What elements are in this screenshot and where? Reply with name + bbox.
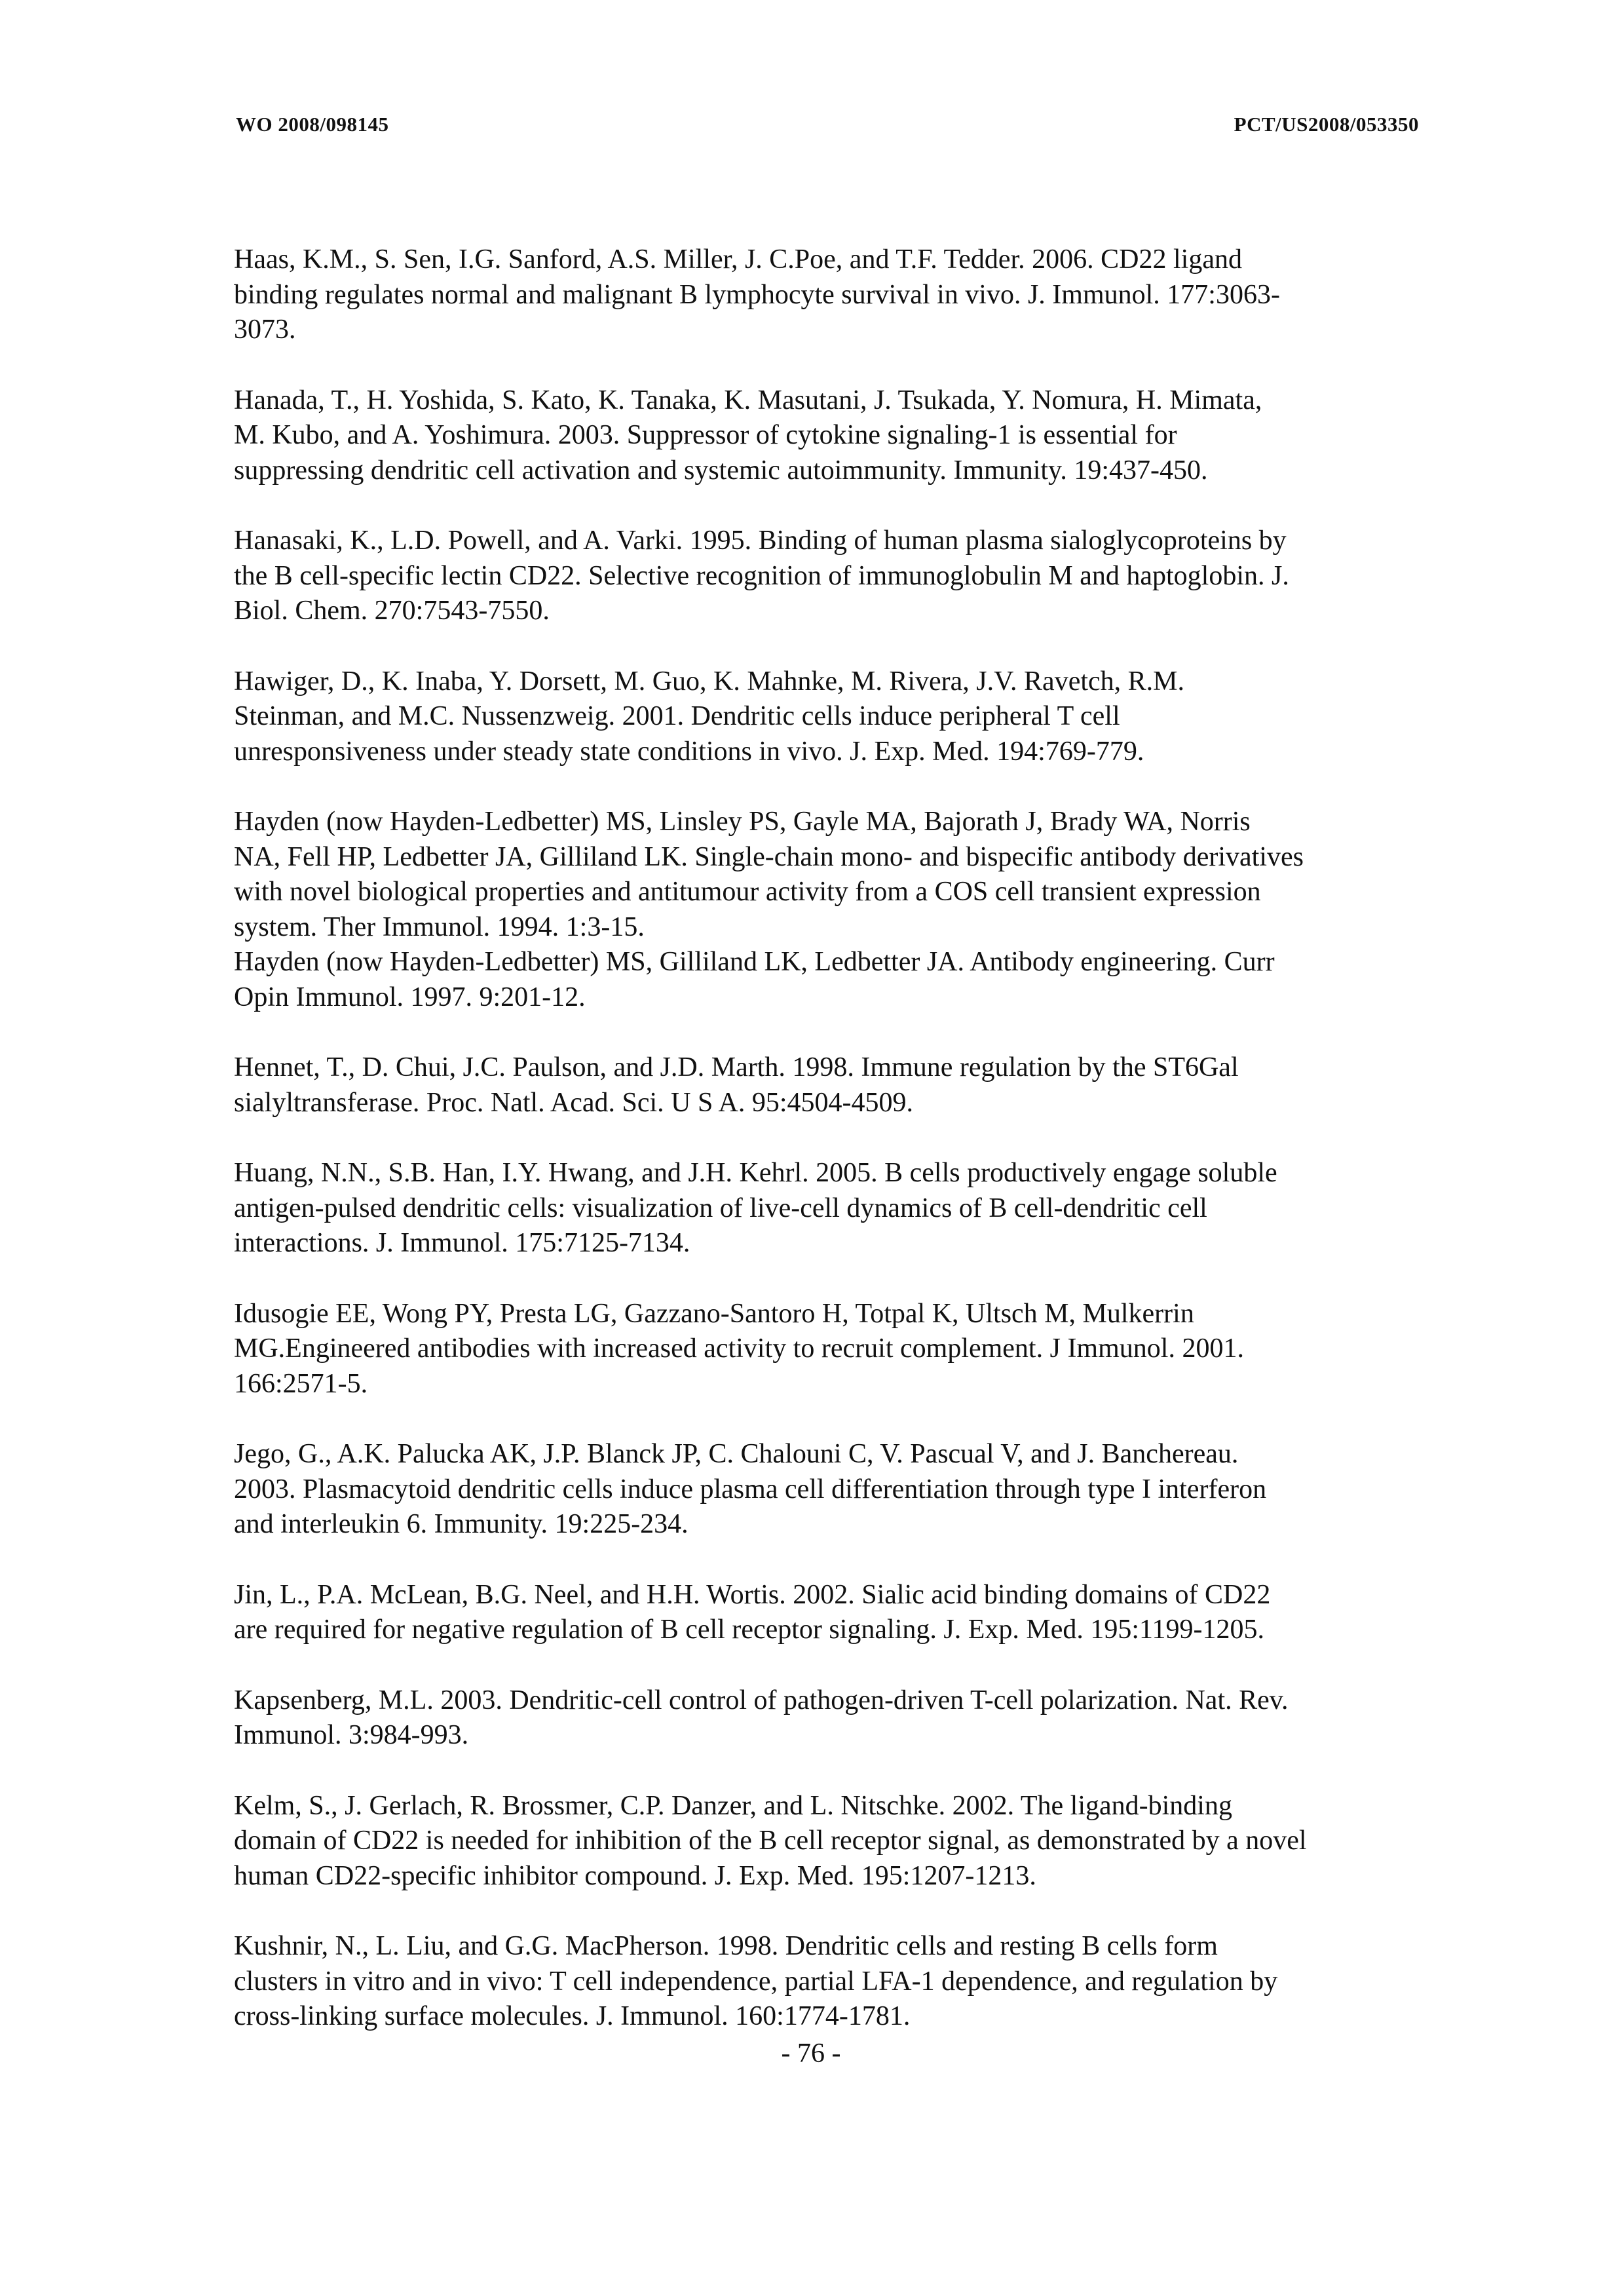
reference-entry: Huang, N.N., S.B. Han, I.Y. Hwang, and J.H. Kehrl. 2005. B cells productively engage soluble antigen-pulsed dendritic cells: visualization of live-cell dynamics of B cell-dendritic cell interactions. J. Immunol. 175:7125-7134. (234, 1158, 1277, 1258)
reference-entry: Kushnir, N., L. Liu, and G.G. MacPherson. 1998. Dendritic cells and resting B cells form clusters in vitro and in vivo: T cell independence, partial LFA-1 dependence, and regulation by cross-linking surface molecules. J. Immunol. 160:1774-1781. (234, 1931, 1278, 2031)
reference-entry: Haas, K.M., S. Sen, I.G. Sanford, A.S. Miller, J. C.Poe, and T.F. Tedder. 2006. CD22 ligand binding regulates normal and malignant B lymphocyte survival in vivo. J. Immunol. 177:3063- 3073. (234, 244, 1280, 345)
reference-entry: Hanasaki, K., L.D. Powell, and A. Varki. 1995. Binding of human plasma sialoglycoproteins by the B cell-specific lectin CD22. Selective recognition of immunoglobulin M and haptoglobin. J. Biol. Chem. 270:7543-7550. (234, 526, 1289, 626)
reference-entry: Hayden (now Hayden-Ledbetter) MS, Linsley PS, Gayle MA, Bajorath J, Brady WA, Norris NA, Fell HP, Ledbetter JA, Gilliland LK. Single-chain mono- and bispecific antibody derivatives with novel biological properties and antitumour activity from a COS cell transient expression system. Ther Immunol. 1994. 1:3-15. (234, 807, 1304, 942)
reference-entry: Hanada, T., H. Yoshida, S. Kato, K. Tanaka, K. Masutani, J. Tsukada, Y. Nomura, H. Mimata, M. Kubo, and A. Yoshimura. 2003. Suppressor of cytokine signaling-1 is essential for suppressing dendritic cell activation and systemic autoimmunity. Immunity. 19:437-450. (234, 385, 1262, 486)
reference-entry: Hayden (now Hayden-Ledbetter) MS, Gilliland LK, Ledbetter JA. Antibody engineering. Curr Opin Immunol. 1997. 9:201-12. (234, 947, 1275, 1012)
reference-entry: Kapsenberg, M.L. 2003. Dendritic-cell control of pathogen-driven T-cell polarization. Nat. Rev. Immunol. 3:984-993. (234, 1685, 1289, 1750)
reference-entry: Idusogie EE, Wong PY, Presta LG, Gazzano-Santoro H, Totpal K, Ultsch M, Mulkerrin MG.Engineered antibodies with increased activity to recruit complement. J Immunol. 2001. 166:2571-5. (234, 1298, 1244, 1399)
reference-entry: Hawiger, D., K. Inaba, Y. Dorsett, M. Guo, K. Mahnke, M. Rivera, J.V. Ravetch, R.M. Steinman, and M.C. Nussenzweig. 2001. Dendritic cells induce peripheral T cell unresponsiveness under steady state conditions in vivo. J. Exp. Med. 194:769-779. (234, 666, 1185, 767)
reference-list (234, 242, 1413, 2035)
reference-entry: Hennet, T., D. Chui, J.C. Paulson, and J.D. Marth. 1998. Immune regulation by the ST6Gal sialyltransferase. Proc. Natl. Acad. Sci. U S A. 95:4504-4509. (234, 1052, 1239, 1118)
reference-entry: Kelm, S., J. Gerlach, R. Brossmer, C.P. Danzer, and L. Nitschke. 2002. The ligand-binding domain of CD22 is needed for inhibition of the B cell receptor signal, as demonstrated by a novel human CD22-specific inhibitor compound. J. Exp. Med. 195:1207-1213. (234, 1790, 1307, 1891)
page-number: - 76 - (781, 2038, 841, 2069)
reference-entry: Jin, L., P.A. McLean, B.G. Neel, and H.H. Wortis. 2002. Sialic acid binding domains of CD22 are required for negative regulation of B cell receptor signaling. J. Exp. Med. 195:1199-1205. (234, 1579, 1271, 1645)
reference-entry: Jego, G., A.K. Palucka AK, J.P. Blanck JP, C. Chalouni C, V. Pascual V, and J. Banchereau. 2003. Plasmacytoid dendritic cells induce plasma cell differentiation through type I interferon and interleukin 6. Immunity. 19:225-234. (234, 1439, 1267, 1539)
page-header (0, 113, 1622, 145)
application-number: PCT/US2008/053350 (1234, 113, 1419, 136)
publication-number: WO 2008/098145 (236, 113, 389, 136)
